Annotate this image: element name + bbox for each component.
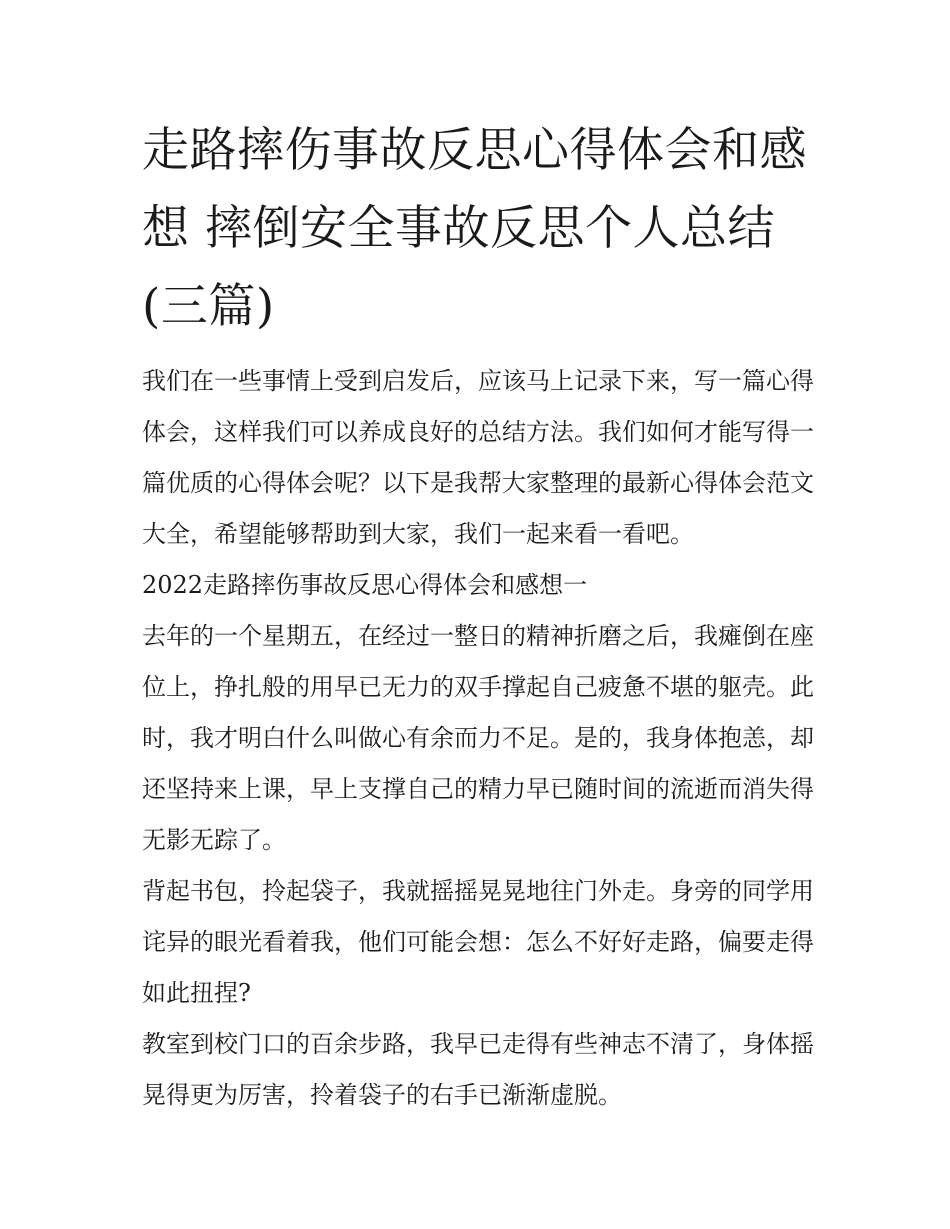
body-paragraph: 去年的一个星期五，在经过一整日的精神折磨之后，我瘫倒在座位上，挣扎般的用早已无力的双手撑起自己疲惫不堪的躯壳。此时，我才明白什么叫做心有余而力不足。是的，我身体抱恙，却还坚持来上课，早上支撑自己的精力早已随时间的流逝而消失得无影无踪了。 [142, 622, 814, 854]
body-paragraph: 背起书包，拎起袋子，我就摇摇晃晃地往门外走。身旁的同学用诧异的眼光看着我，他们可能会想：怎么不好好走路，偏要走得如此扭捏? [142, 877, 814, 1007]
document-body [142, 356, 814, 1121]
section-heading: 2022走路摔伤事故反思心得体会和感想一 [142, 571, 588, 599]
body-paragraph: 教室到校门口的百余步路，我早已走得有些神志不清了，身体摇晃得更为厉害，拎着袋子的右手已渐渐虚脱。 [142, 1030, 814, 1109]
document-title: 走路摔伤事故反思心得体会和感想 摔倒安全事故反思个人总结(三篇) [142, 123, 807, 334]
intro-paragraph: 我们在一些事情上受到启发后，应该马上记录下来，写一篇心得体会，这样我们可以养成良好的总结方法。我们如何才能写得一篇优质的心得体会呢？以下是我帮大家整理的最新心得体会范文大全，希望能够帮助到大家，我们一起来看一看吧。 [142, 367, 814, 548]
document-page [142, 112, 814, 1121]
